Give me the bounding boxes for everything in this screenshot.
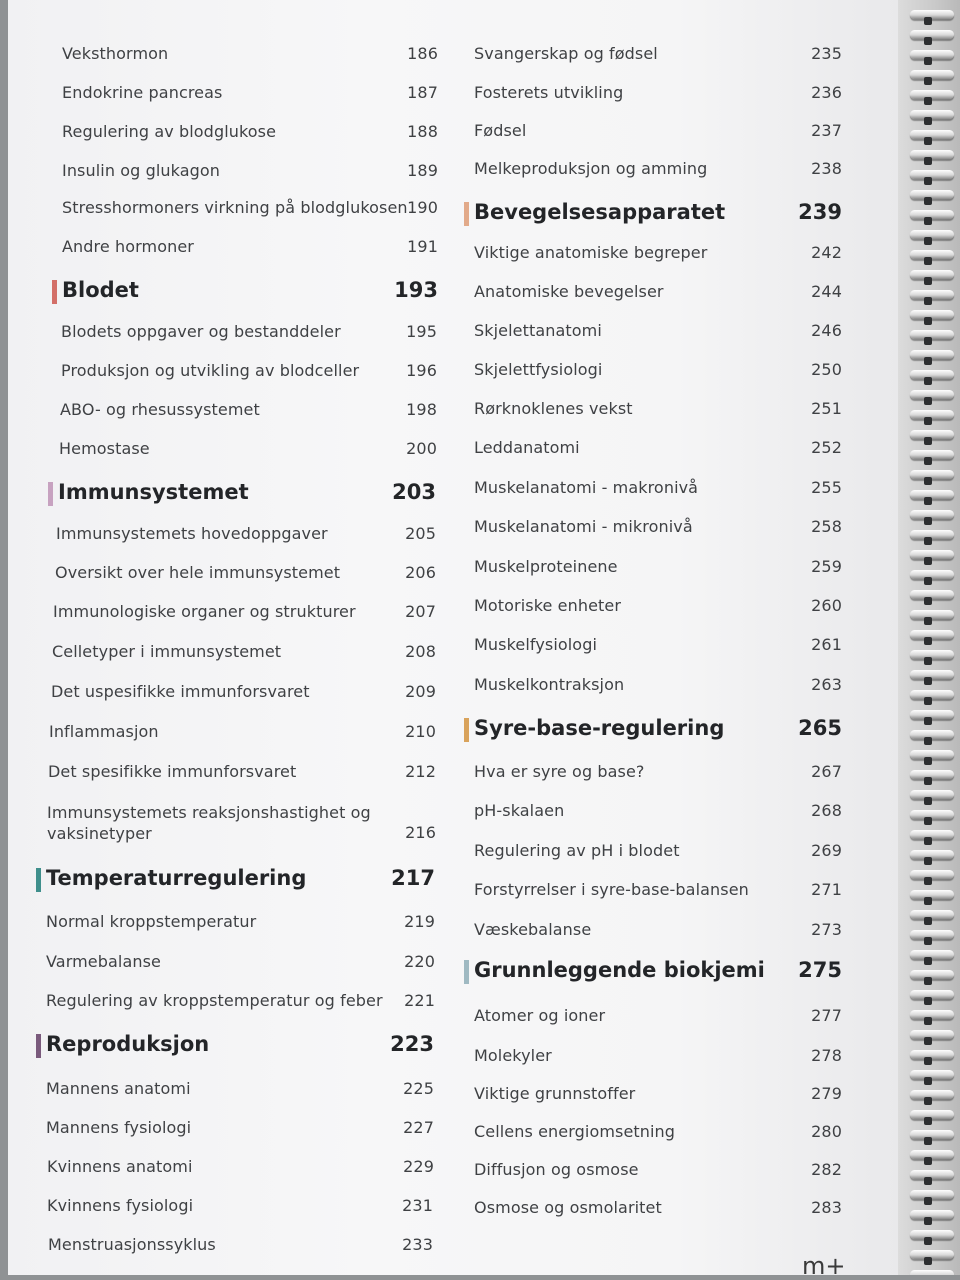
entry-title: Osmose og osmolaritet <box>474 1198 662 1217</box>
entry-title: Diffusjon og osmose <box>474 1160 639 1179</box>
chapter-color-marker <box>464 718 469 742</box>
entry-page-number: 216 <box>405 823 436 842</box>
entry-page-number: 219 <box>404 912 435 931</box>
chapter-title: Blodet <box>62 278 139 302</box>
binding-ring <box>910 1090 954 1099</box>
entry-title: Motoriske enheter <box>474 596 622 615</box>
binding-ring <box>910 890 954 899</box>
entry-title: Mannens fysiologi <box>46 1118 192 1137</box>
binding-ring <box>910 590 954 599</box>
binding-ring <box>910 970 954 979</box>
entry-page-number: 189 <box>407 161 438 180</box>
entry-title: Det spesifikke immunforsvaret <box>48 762 297 781</box>
binding-ring <box>910 1130 954 1139</box>
binding-ring <box>910 910 954 919</box>
entry-title: Veksthormon <box>62 44 169 63</box>
binding-ring <box>910 630 954 639</box>
entry-page-number: 233 <box>402 1235 433 1254</box>
binding-ring <box>910 550 954 559</box>
binding-ring <box>910 1230 954 1239</box>
binding-ring <box>910 70 954 79</box>
entry-page-number: 279 <box>811 1084 842 1103</box>
publisher-logo: m+ <box>802 1252 846 1280</box>
binding-ring <box>910 210 954 219</box>
entry-page-number: 282 <box>811 1160 842 1179</box>
entry-title: Mannens anatomi <box>46 1079 191 1098</box>
entry-title: Muskelproteinene <box>474 557 618 576</box>
entry-title: Kvinnens anatomi <box>47 1157 193 1176</box>
entry-title: pH-skalaen <box>474 801 565 820</box>
entry-title: Immunsystemets reaksjonshastighet og vaksinetyper <box>47 803 371 843</box>
binding-ring <box>910 1190 954 1199</box>
book-page <box>8 0 898 1280</box>
entry-page-number: 229 <box>403 1157 434 1176</box>
chapter-title: Syre-base-regulering <box>474 716 725 740</box>
binding-ring <box>910 310 954 319</box>
entry-title: Viktige grunnstoffer <box>474 1084 636 1103</box>
binding-ring <box>910 90 954 99</box>
chapter-title: Temperaturregulering <box>46 866 307 890</box>
entry-title: Forstyrrelser i syre-base-balansen <box>474 880 749 899</box>
entry-title: Oversikt over hele immunsystemet <box>55 563 341 582</box>
spiral-binding <box>898 0 960 1275</box>
entry-title: ABO- og rhesussystemet <box>60 400 260 419</box>
chapter-title: Grunnleggende biokjemi <box>474 958 765 982</box>
entry-page-number: 271 <box>811 880 842 899</box>
entry-title: Væskebalanse <box>474 920 592 939</box>
entry-page-number: 221 <box>404 991 435 1010</box>
entry-title: Regulering av kroppstemperatur og feber <box>46 991 383 1010</box>
binding-ring <box>910 930 954 939</box>
entry-page-number: 255 <box>811 478 842 497</box>
entry-page-number: 196 <box>406 361 437 380</box>
entry-page-number: 250 <box>811 360 842 379</box>
entry-title: Atomer og ioner <box>474 1006 606 1025</box>
entry-title: Det uspesifikke immunforsvaret <box>51 682 310 701</box>
entry-page-number: 238 <box>811 159 842 178</box>
entry-title: Regulering av pH i blodet <box>474 841 680 860</box>
entry-title: Stresshormoners virkning på blodglukosen <box>62 198 408 217</box>
binding-ring <box>910 270 954 279</box>
binding-ring <box>910 110 954 119</box>
entry-page-number: 200 <box>406 439 437 458</box>
binding-ring <box>910 190 954 199</box>
binding-ring <box>910 410 954 419</box>
chapter-page-number: 217 <box>391 866 435 890</box>
entry-page-number: 209 <box>405 682 436 701</box>
entry-title: Viktige anatomiske begreper <box>474 243 708 262</box>
entry-page-number: 188 <box>407 122 438 141</box>
binding-ring <box>910 470 954 479</box>
entry-page-number: 198 <box>406 400 437 419</box>
binding-ring <box>910 130 954 139</box>
entry-page-number: 261 <box>811 635 842 654</box>
entry-title: Muskelanatomi - makronivå <box>474 478 699 497</box>
entry-title: Celletyper i immunsystemet <box>52 642 282 661</box>
entry-page-number: 227 <box>403 1118 434 1137</box>
entry-page-number: 205 <box>405 524 436 543</box>
entry-page-number: 252 <box>811 438 842 457</box>
binding-ring <box>910 150 954 159</box>
entry-title: Varmebalanse <box>46 952 161 971</box>
entry-title: Endokrine pancreas <box>62 83 223 102</box>
entry-title: Produksjon og utvikling av blodceller <box>61 361 360 380</box>
entry-title: Fødsel <box>474 121 527 140</box>
chapter-color-marker <box>36 1034 41 1058</box>
entry-title: Cellens energiomsetning <box>474 1122 676 1141</box>
entry-title: Fosterets utvikling <box>474 83 624 102</box>
chapter-page-number: 223 <box>390 1032 434 1056</box>
entry-title: Insulin og glukagon <box>62 161 221 180</box>
entry-title: Immunsystemets hovedoppgaver <box>56 524 328 543</box>
entry-page-number: 236 <box>811 83 842 102</box>
binding-ring <box>910 290 954 299</box>
chapter-page-number: 275 <box>798 958 842 982</box>
binding-ring <box>910 1210 954 1219</box>
entry-page-number: 208 <box>405 642 436 661</box>
binding-ring <box>910 770 954 779</box>
binding-ring <box>910 990 954 999</box>
binding-ring <box>910 350 954 359</box>
entry-title: Skjelettanatomi <box>474 321 602 340</box>
binding-ring <box>910 830 954 839</box>
binding-ring <box>910 670 954 679</box>
binding-ring <box>910 1050 954 1059</box>
binding-ring <box>910 390 954 399</box>
entry-page-number: 231 <box>402 1196 433 1215</box>
entry-page-number: 269 <box>811 841 842 860</box>
binding-ring <box>910 370 954 379</box>
entry-page-number: 207 <box>405 602 436 621</box>
chapter-color-marker <box>48 482 53 506</box>
entry-title: Menstruasjonssyklus <box>48 1235 216 1254</box>
entry-page-number: 191 <box>407 237 438 256</box>
entry-page-number: 210 <box>405 722 436 741</box>
chapter-color-marker <box>36 868 41 892</box>
binding-ring <box>910 690 954 699</box>
entry-page-number: 220 <box>404 952 435 971</box>
entry-title: Kvinnens fysiologi <box>47 1196 194 1215</box>
entry-title: Muskelkontraksjon <box>474 675 625 694</box>
chapter-title: Bevegelsesapparatet <box>474 200 726 224</box>
entry-page-number: 186 <box>407 44 438 63</box>
entry-title: Rørknoklenes vekst <box>474 399 633 418</box>
entry-page-number: 206 <box>405 563 436 582</box>
entry-page-number: 237 <box>811 121 842 140</box>
chapter-color-marker <box>464 960 469 984</box>
binding-ring <box>910 230 954 239</box>
chapter-page-number: 265 <box>798 716 842 740</box>
binding-ring <box>910 510 954 519</box>
entry-title: Molekyler <box>474 1046 552 1065</box>
entry-page-number: 235 <box>811 44 842 63</box>
binding-ring <box>910 1030 954 1039</box>
chapter-page-number: 193 <box>394 278 438 302</box>
entry-title: Normal kroppstemperatur <box>46 912 257 931</box>
binding-ring <box>910 250 954 259</box>
entry-page-number: 263 <box>811 675 842 694</box>
entry-title: Hemostase <box>59 439 150 458</box>
chapter-page-number: 203 <box>392 480 436 504</box>
entry-page-number: 251 <box>811 399 842 418</box>
entry-page-number: 277 <box>811 1006 842 1025</box>
entry-page-number: 258 <box>811 517 842 536</box>
entry-page-number: 268 <box>811 801 842 820</box>
entry-page-number: 280 <box>811 1122 842 1141</box>
binding-ring <box>910 850 954 859</box>
entry-title: Andre hormoner <box>62 237 194 256</box>
binding-ring <box>910 810 954 819</box>
entry-page-number: 212 <box>405 762 436 781</box>
entry-title: Inflammasjon <box>49 722 159 741</box>
binding-ring <box>910 50 954 59</box>
entry-title: Regulering av blodglukose <box>62 122 277 141</box>
entry-page-number: 260 <box>811 596 842 615</box>
binding-ring <box>910 950 954 959</box>
entry-title: Hva er syre og base? <box>474 762 645 781</box>
chapter-page-number: 239 <box>798 200 842 224</box>
entry-page-number: 278 <box>811 1046 842 1065</box>
binding-ring <box>910 1170 954 1179</box>
binding-ring <box>910 1270 954 1275</box>
entry-title: Muskelfysiologi <box>474 635 597 654</box>
entry-page-number: 267 <box>811 762 842 781</box>
chapter-color-marker <box>464 202 469 226</box>
entry-page-number: 195 <box>406 322 437 341</box>
chapter-title: Reproduksjon <box>46 1032 210 1056</box>
binding-ring <box>910 530 954 539</box>
binding-ring <box>910 490 954 499</box>
binding-ring <box>910 1150 954 1159</box>
entry-title: Immunologiske organer og strukturer <box>53 602 356 621</box>
entry-page-number: 190 <box>407 198 438 217</box>
binding-ring <box>910 710 954 719</box>
binding-ring <box>910 730 954 739</box>
binding-ring <box>910 170 954 179</box>
entry-page-number: 244 <box>811 282 842 301</box>
entry-title: Muskelanatomi - mikronivå <box>474 517 693 536</box>
entry-title: Melkeproduksjon og amming <box>474 159 708 178</box>
binding-ring <box>910 450 954 459</box>
entry-page-number: 246 <box>811 321 842 340</box>
entry-page-number: 225 <box>403 1079 434 1098</box>
entry-title: Blodets oppgaver og bestanddeler <box>61 322 341 341</box>
entry-page-number: 242 <box>811 243 842 262</box>
binding-ring <box>910 750 954 759</box>
entry-page-number: 259 <box>811 557 842 576</box>
binding-ring <box>910 570 954 579</box>
binding-ring <box>910 610 954 619</box>
entry-page-number: 273 <box>811 920 842 939</box>
binding-ring <box>910 790 954 799</box>
binding-ring <box>910 1070 954 1079</box>
binding-ring <box>910 650 954 659</box>
entry-page-number: 283 <box>811 1198 842 1217</box>
entry-title: Svangerskap og fødsel <box>474 44 658 63</box>
entry-title: Leddanatomi <box>474 438 580 457</box>
binding-ring <box>910 1250 954 1259</box>
entry-title: Skjelettfysiologi <box>474 360 603 379</box>
chapter-color-marker <box>52 280 57 304</box>
entry-page-number: 187 <box>407 83 438 102</box>
binding-ring <box>910 1010 954 1019</box>
binding-ring <box>910 10 954 19</box>
binding-ring <box>910 430 954 439</box>
binding-ring <box>910 330 954 339</box>
binding-ring <box>910 30 954 39</box>
binding-ring <box>910 1110 954 1119</box>
chapter-title: Immunsystemet <box>58 480 249 504</box>
entry-title: Anatomiske bevegelser <box>474 282 664 301</box>
binding-ring <box>910 870 954 879</box>
